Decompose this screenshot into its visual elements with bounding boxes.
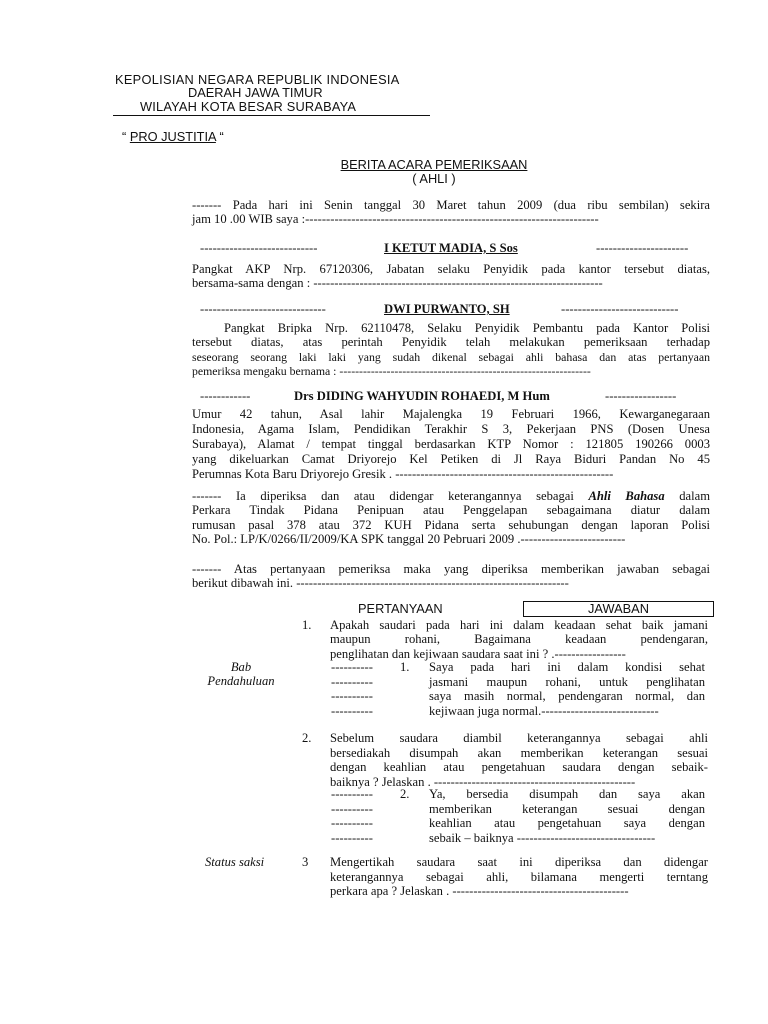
question-3-number: 3	[302, 855, 309, 869]
question-3-line-2: keterangannya sebagai ahli, bilamana mengerti terntang	[330, 869, 708, 884]
answer-1-dash: ----------	[331, 660, 373, 674]
answer-2-line-3: keahlian atau pengetahuan saya dengan	[429, 816, 705, 831]
answer-2-number: 2.	[400, 787, 410, 801]
investigator-2-name: DWI PURWANTO, SH	[384, 302, 510, 316]
pro-justitia-label: PRO JUSTITIA	[129, 129, 216, 144]
answer-1-line-1: Saya pada hari ini dalam kondisi sehat	[429, 660, 705, 674]
case-line-4: No. Pol.: LP/K/0266/II/2009/KA SPK tanggal 20 Pebruari 2009 .-------------------------	[192, 532, 626, 547]
document-subtitle: ( AHLI )	[412, 171, 456, 186]
expert-line-2: Indonesia, Agama Islam, Pendidikan Terakhir S 3, Pekerjaan PNS (Dosen Unesa	[192, 421, 710, 436]
case-role: Ahli Bahasa	[588, 489, 665, 503]
investigator-2-line-3: seseorang seorang laki laki yang sudah dikenal sebagai ahli bahasa dan atas pertanyaan	[192, 349, 710, 364]
document-title: BERITA ACARA PEMERIKSAAN	[340, 157, 528, 172]
expert-dash-right: -----------------	[605, 389, 677, 403]
case-line-1-start: ------- Ia diperiksa dan atau didengar keterangannya sebagai	[192, 489, 589, 503]
question-1-text	[330, 618, 708, 661]
investigator-2-line-4: pemeriksa mengaku bernama : ----------------------------------------------------------------	[192, 364, 591, 379]
expert-name: Drs DIDING WAHYUDIN ROHAEDI, M Hum	[294, 389, 550, 403]
qa-intro-line-2: berikut dibawah ini. -----------------------------------------------------------------	[192, 576, 569, 591]
question-2-line-4: baiknya ? Jelaskan . ------------------------------------------------	[330, 774, 636, 789]
investigator-2-line-2: tersebut diatas, atas perintah Penyidik telah melakukan pemeriksaan terhadap	[192, 335, 710, 350]
answer-2-dash: ----------	[331, 802, 373, 816]
expert-dash-left: ------------	[200, 389, 251, 403]
investigator-2-dash-right: ----------------------------	[561, 302, 679, 316]
investigator-1-line-2: bersama-sama dengan : ---------------------------------------------------------------------	[192, 276, 603, 291]
investigator-2-dash-left: ------------------------------	[200, 302, 326, 316]
answer-2-line-1: Ya, bersedia disumpah dan saya akan	[429, 787, 705, 801]
investigator-2-paragraph	[192, 321, 710, 379]
investigator-1-dash-right: ----------------------	[596, 241, 689, 255]
header-underline	[113, 115, 430, 116]
answer-2-line-4: sebaik – baiknya ---------------------------------	[429, 830, 656, 845]
answer-2-text	[429, 787, 705, 845]
answer-2-dash: ----------	[331, 816, 373, 830]
case-line-1	[192, 489, 710, 503]
section-label-pendahuluan: Pendahuluan	[207, 674, 275, 688]
answer-1-line-3: saya masih normal, pendengaran normal, dan	[429, 689, 705, 704]
pro-justitia-close-quote: “	[219, 129, 224, 144]
case-line-3: rumusan pasal 378 atau 372 KUH Pidana serta sehubungan dengan laporan Polisi	[192, 517, 710, 532]
expert-line-4: yang dikeluarkan Camat Driyorejo Kel Petiken di Jl Raya Biduri Pandan No 45	[192, 451, 710, 466]
intro-line-1: ------- Pada hari ini Senin tanggal 30 Maret tahun 2009 (dua ribu sembilan) sekira	[192, 198, 710, 212]
answer-1-line-2: jasmani maupun rohani, untuk penglihatan	[429, 674, 705, 689]
question-3-text	[330, 855, 708, 899]
question-1-line-2: maupun rohani, Bagaimana keadaan pendengaran,	[330, 632, 708, 647]
investigator-1-name: I KETUT MADIA, S Sos	[384, 241, 518, 255]
question-2-line-1: Sebelum saudara diambil keterangannya sebagai ahli	[330, 731, 708, 745]
expert-line-1: Umur 42 tahun, Asal lahir Majalengka 19 Februari 1966, Kewarganegaraan	[192, 407, 710, 421]
expert-paragraph	[192, 407, 710, 482]
question-1-line-3: penglihatan dan kejiwaan saudara saat ini ? .-----------------	[330, 646, 626, 661]
intro-line-2: jam 10 .00 WIB saya :----------------------------------------------------------------------	[192, 212, 599, 227]
question-2-number: 2.	[302, 731, 312, 745]
answer-1-dash: ----------	[331, 704, 373, 718]
question-3-line-3: perkara apa ? Jelaskan . ------------------------------------------	[330, 884, 629, 899]
answer-1-number: 1.	[400, 660, 410, 674]
pro-justitia	[122, 130, 224, 144]
column-header-question: PERTANYAAN	[358, 601, 443, 616]
qa-intro-paragraph	[192, 562, 710, 591]
investigator-1-line-1: Pangkat AKP Nrp. 67120306, Jabatan selaku Penyidik pada kantor tersebut diatas,	[192, 262, 710, 276]
case-line-1-end: dalam	[664, 489, 711, 503]
answer-1-line-4: kejiwaan juga normal.----------------------------	[429, 703, 659, 718]
investigator-1-dash-left: ----------------------------	[200, 241, 318, 255]
question-1-line-1: Apakah saudari pada hari ini dalam keadaan sehat baik jamani	[330, 618, 708, 632]
question-2-line-3: dengan keahlian atau pengetahuan saudara dengan sebaik-	[330, 760, 708, 775]
question-3-line-1: Mengertikah saudara saat ini diperiksa dan didengar	[330, 855, 708, 869]
answer-1-text	[429, 660, 705, 718]
pro-justitia-open-quote: “	[122, 129, 127, 144]
answer-1-dash: ----------	[331, 675, 373, 689]
question-2-line-2: bersediakah disumpah akan memberikan keterangan sesuai	[330, 745, 708, 760]
header-line-2: DAERAH JAWA TIMUR	[188, 85, 323, 100]
column-header-answer: JAWABAN	[588, 601, 649, 616]
investigator-2-line-1: Pangkat Bripka Nrp. 62110478, Selaku Penyidik Pembantu pada Kantor Polisi	[224, 321, 710, 335]
expert-line-3: Surabaya), Alamat / tempat tinggal berdasarkan KTP Nomor : 121805 190266 0003	[192, 436, 710, 451]
header-line-3: WILAYAH KOTA BESAR SURABAYA	[140, 99, 357, 114]
header-line-1: KEPOLISIAN NEGARA REPUBLIK INDONESIA	[115, 72, 400, 87]
case-line-2: Perkara Tindak Pidana Penipuan atau Penggelapan sebagaimana diatur dalam	[192, 503, 710, 518]
answer-2-line-2: memberikan keterangan sesuai dengan	[429, 801, 705, 816]
expert-line-5: Perumnas Kota Baru Driyorejo Gresik . ----------------------------------------------------	[192, 466, 614, 481]
section-label-bab: Bab	[230, 660, 252, 674]
investigator-1-paragraph	[192, 262, 710, 291]
intro-paragraph	[192, 198, 710, 227]
question-2-text	[330, 731, 708, 789]
qa-intro-line-1: ------- Atas pertanyaan pemeriksa maka yang diperiksa memberikan jawaban sebagai	[192, 562, 710, 576]
section-label-status-saksi: Status saksi	[205, 855, 265, 869]
case-paragraph	[192, 489, 710, 547]
answer-1-dash: ----------	[331, 689, 373, 703]
answer-2-dash: ----------	[331, 787, 373, 801]
answer-2-dash: ----------	[331, 831, 373, 845]
question-1-number: 1.	[302, 618, 312, 632]
